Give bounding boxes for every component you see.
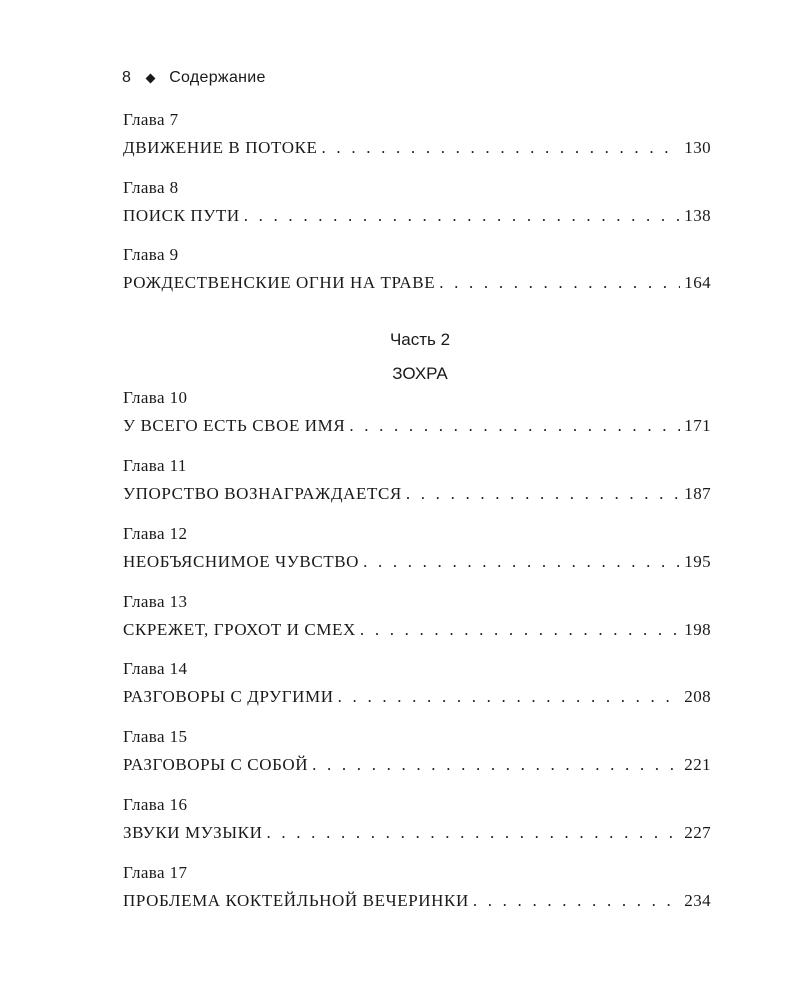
chapter-line [123,683,711,711]
page-number: 8 [122,69,132,86]
chapter-title: СКРЕЖЕТ, ГРОХОТ И СМЕХ [123,620,356,639]
toc-entry[interactable] [123,657,711,711]
toc-entry[interactable] [123,725,711,779]
chapter-page: 198 [684,620,711,639]
chapter-title: У ВСЕГО ЕСТЬ СВОЕ ИМЯ [123,416,346,435]
chapter-label: Глава 9 [123,245,179,264]
part-label: Часть 2 [389,330,451,349]
chapter-title: ПОИСК ПУТИ [123,206,240,225]
dot-leader [473,887,680,915]
dot-leader [360,616,680,644]
chapter-label: Глава 10 [123,388,188,407]
chapter-label: Глава 7 [123,110,179,129]
chapter-title: ЗВУКИ МУЗЫКИ [123,823,263,842]
chapter-line [123,819,711,847]
dot-leader [266,819,680,847]
toc-entry[interactable] [123,108,711,162]
chapter-page: 227 [684,823,711,842]
chapter-label: Глава 12 [123,524,188,543]
dot-leader [349,412,680,440]
chapter-label: Глава 14 [123,659,188,678]
chapter-line [123,480,711,508]
dot-leader [322,134,681,162]
toc-entry[interactable] [123,386,711,440]
chapter-label: Глава 13 [123,592,188,611]
chapter-line [123,548,711,576]
chapter-line [123,134,711,162]
diamond-icon [146,73,156,83]
chapter-page: 208 [684,687,711,706]
chapter-page: 221 [684,755,711,774]
chapter-page: 187 [684,484,711,503]
toc-entry[interactable] [123,861,711,915]
chapter-page: 164 [684,273,711,292]
chapter-title: ДВИЖЕНИЕ В ПОТОКЕ [123,138,318,157]
chapter-line [123,616,711,644]
toc-entry[interactable] [123,590,711,644]
dot-leader [439,269,680,297]
dot-leader [244,202,681,230]
chapter-line [123,751,711,779]
section-title: Содержание [169,69,266,86]
dot-leader [363,548,680,576]
toc-entry[interactable] [123,243,711,297]
chapter-line [123,202,711,230]
chapter-line [123,269,711,297]
chapter-label: Глава 8 [123,178,179,197]
chapter-title: РАЗГОВОРЫ С СОБОЙ [123,755,309,774]
toc-entry[interactable] [123,522,711,576]
dot-leader [312,751,680,779]
toc-entry[interactable] [123,454,711,508]
chapter-page: 195 [684,552,711,571]
chapter-label: Глава 15 [123,727,188,746]
chapter-page: 171 [684,416,711,435]
chapter-page: 138 [684,206,711,225]
chapter-title: РАЗГОВОРЫ С ДРУГИМИ [123,687,334,706]
chapter-line [123,887,711,915]
part-name: ЗОХРА [392,364,448,383]
dot-leader [338,683,681,711]
chapter-label: Глава 17 [123,863,188,882]
chapter-page: 130 [684,138,711,157]
chapter-label: Глава 11 [123,456,187,475]
chapter-title: ПРОБЛЕМА КОКТЕЙЛЬНОЙ ВЕЧЕРИНКИ [123,891,469,910]
chapter-label: Глава 16 [123,795,188,814]
chapter-title: РОЖДЕСТВЕНСКИЕ ОГНИ НА ТРАВЕ [123,273,436,292]
running-header [122,66,266,90]
chapter-title: УПОРСТВО ВОЗНАГРАЖДАЕТСЯ [123,484,402,503]
chapter-title: НЕОБЪЯСНИМОЕ ЧУВСТВО [123,552,360,571]
toc-entry[interactable] [123,176,711,230]
chapter-line [123,412,711,440]
chapter-page: 234 [684,891,711,910]
toc-entry[interactable] [123,793,711,847]
dot-leader [406,480,680,508]
